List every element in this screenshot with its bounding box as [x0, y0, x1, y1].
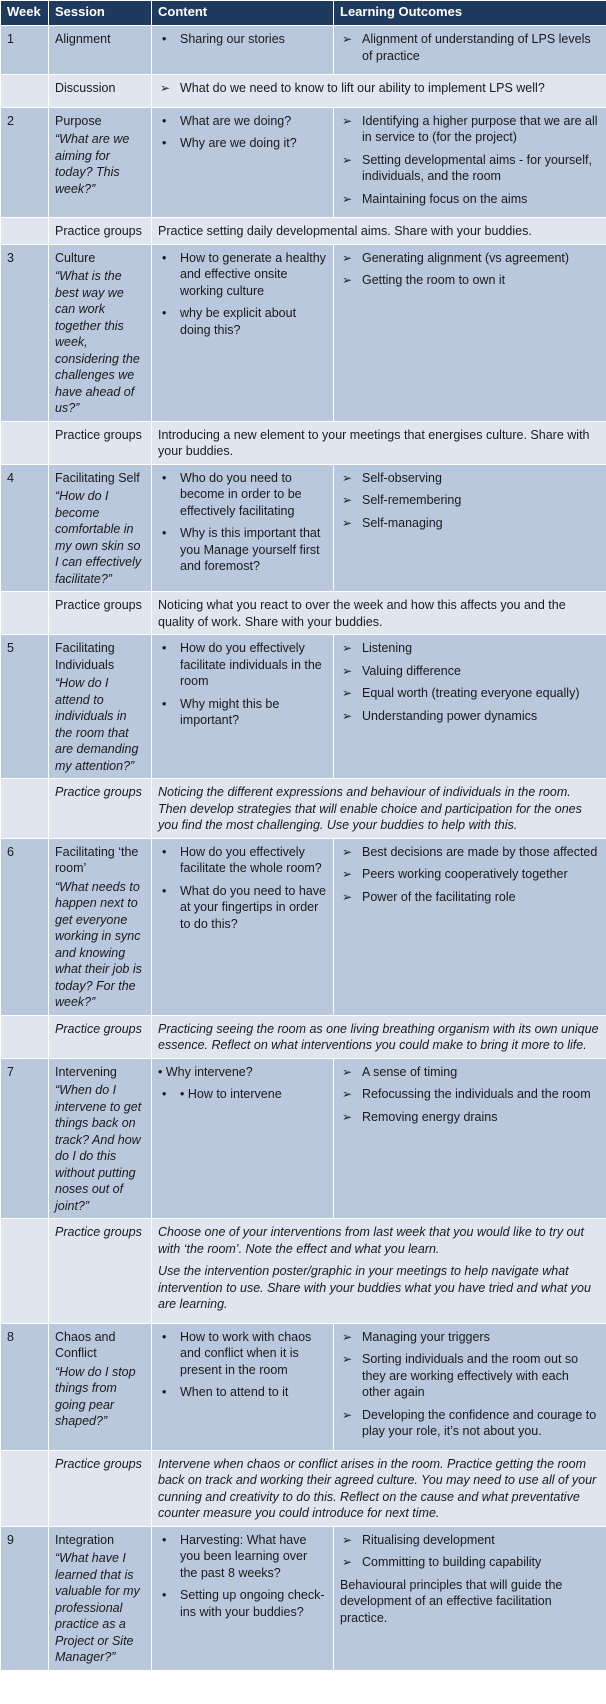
list-item: ➢ Committing to building capability [340, 1554, 600, 1571]
session-question: “What have I learned that is valuable for my professional practice as a Project or Site Manager?” [55, 1551, 140, 1664]
session-cell [49, 838, 152, 1015]
session-cell [49, 635, 152, 779]
list-item: • How do you effectively facilitate individuals in the room [158, 640, 327, 690]
list-item: ➢ Power of the facilitating role [340, 889, 600, 906]
list-item: ➢ Ritualising development [340, 1532, 600, 1549]
practice-text [152, 1219, 606, 1324]
outcomes-cell [334, 1323, 606, 1450]
session-cell [49, 1526, 152, 1670]
list-item: ➢ Understanding power dynamics [340, 708, 600, 725]
discussion-cell [152, 75, 606, 108]
session-title: Practice groups [49, 1450, 152, 1526]
list-item: ➢ Managing your triggers [340, 1329, 600, 1346]
list-item: ➢ Refocussing the individuals and the room [340, 1086, 600, 1103]
list-item: ➢ Getting the room to own it [340, 272, 600, 289]
practice-text: Noticing what you react to over the week and how this affects you and the quality of work. Share with your buddies. [152, 592, 606, 635]
week-number: 1 [1, 26, 49, 75]
session-title: Practice groups [49, 421, 152, 464]
list-item: • Setting up ongoing check-ins with your buddies? [158, 1587, 327, 1620]
content-cell [152, 1058, 334, 1219]
session-cell [49, 1058, 152, 1219]
table-row [1, 218, 606, 245]
table-row [1, 464, 606, 592]
session-question: “How do I become comfortable in my own skin so I can effectively facilitate?” [55, 489, 142, 586]
table-row [1, 75, 606, 108]
list-item: ➢ Maintaining focus on the aims [340, 191, 600, 208]
session-title: Facilitating Individuals [55, 641, 115, 672]
practice-paragraph: Use the intervention poster/graphic in your meetings to help navigate what intervention to use. Share with your buddies what you have tried and what you are learning. [158, 1264, 591, 1311]
table-row [1, 1323, 606, 1450]
session-title: Purpose [55, 113, 102, 128]
list-item: • How to generate a healthy and effective onsite working culture [158, 250, 327, 300]
header-session: Session [49, 1, 152, 26]
table-row [1, 592, 606, 635]
table-row [1, 635, 606, 779]
week-number: 5 [1, 635, 49, 779]
header-content: Content [152, 1, 334, 26]
outcomes-note: Behavioural principles that will guide the development of an effective facilitation practice. [340, 1577, 563, 1625]
header-learning-outcomes: Learning Outcomes [334, 1, 606, 26]
week-number: 2 [1, 107, 49, 218]
list-item: • Why intervene? [158, 1064, 253, 1079]
content-cell [152, 1323, 334, 1450]
header-week: Week [1, 1, 49, 26]
table-row [1, 838, 606, 1015]
practice-text: Introducing a new element to your meetings that energises culture. Share with your buddies. [152, 421, 606, 464]
table-row [1, 107, 606, 218]
session-question: “When do I intervene to get things back on track? And how do I do this without putting noses out of joint?” [55, 1083, 142, 1213]
outcomes-cell [334, 464, 606, 592]
list-item: ➢ Peers working cooperatively together [340, 866, 600, 883]
list-item: ➢ Equal worth (treating everyone equally) [340, 685, 600, 702]
session-cell [49, 1323, 152, 1450]
outcomes-cell [334, 1526, 606, 1670]
table-row [1, 779, 606, 839]
session-question: “What needs to happen next to get everyone working in sync and knowing what their job is today? For the week?” [55, 879, 142, 1009]
week-number: 8 [1, 1323, 49, 1450]
list-item: ➢ Valuing difference [340, 663, 600, 680]
table-row [1, 421, 606, 464]
list-item: • How to work with chaos and conflict when it is present in the room [158, 1329, 327, 1379]
outcomes-cell [334, 838, 606, 1015]
week-number: 7 [1, 1058, 49, 1219]
list-item: • Why might this be important? [158, 696, 327, 729]
session-title: Facilitating Self [55, 470, 140, 485]
session-title: Discussion [49, 75, 152, 108]
list-item: • Why are we doing it? [158, 135, 327, 152]
week-number: 9 [1, 1526, 49, 1670]
content-cell [152, 464, 334, 592]
list-item: ➢ Removing energy drains [340, 1109, 600, 1126]
content-cell [152, 1526, 334, 1670]
list-item: ➢ Sorting individuals and the room out so they are working effectively with each other again [340, 1351, 600, 1401]
header-row [1, 1, 606, 26]
outcomes-cell [334, 107, 606, 218]
list-item: ➢ A sense of timing [340, 1064, 600, 1081]
outcomes-cell [334, 1058, 606, 1219]
list-item: • Who do you need to become in order to be effectively facilitating [158, 470, 327, 520]
session-question: “How do I attend to individuals in the room that are demanding my attention?” [55, 676, 139, 773]
session-title: Facilitating ‘the room’ [55, 844, 139, 875]
session-title: Chaos and Conflict [55, 1329, 116, 1360]
list-item: • Why is this important that you Manage yourself first and foremost? [158, 525, 327, 575]
week-number: 3 [1, 244, 49, 421]
list-item: • How do you effectively facilitate the whole room? [158, 844, 327, 877]
list-item: • why be explicit about doing this? [158, 305, 327, 338]
content-cell [152, 244, 334, 421]
session-cell [49, 244, 152, 421]
session-title: Integration [55, 1532, 115, 1547]
list-item: ➢ Listening [340, 640, 600, 657]
list-item: • Sharing our stories [158, 31, 327, 48]
session-title: Practice groups [49, 592, 152, 635]
practice-text: Practicing seeing the room as one living breathing organism with its own unique essence. Reflect on what interventions you could make to bring it more to life. [152, 1015, 606, 1058]
session-cell [49, 464, 152, 592]
list-item: • What are we doing? [158, 113, 327, 130]
session-title: Practice groups [49, 218, 152, 245]
session-title: Alignment [49, 26, 152, 75]
table-row [1, 26, 606, 75]
content-cell [152, 26, 334, 75]
list-item: ➢ Setting developmental aims - for yourself, individuals, and the room [340, 152, 600, 185]
session-title: Practice groups [49, 1219, 152, 1324]
session-title: Culture [55, 250, 96, 265]
table-row [1, 244, 606, 421]
table-row [1, 1015, 606, 1058]
session-title: Practice groups [49, 1015, 152, 1058]
content-cell [152, 107, 334, 218]
session-question: “What is the best way we can work together this week, considering the challenges we have ahead of us?” [55, 269, 140, 415]
list-item: • • How to intervene [158, 1086, 327, 1103]
list-item: ➢ Best decisions are made by those affected [340, 844, 600, 861]
list-item: ➢ Self-managing [340, 515, 600, 532]
practice-text: Noticing the different expressions and behaviour of individuals in the room. Then develop strategies that will enable choice and participation for the ones you find the most challenging. Use your buddies to help with this. [152, 779, 606, 839]
list-item: ➢ Self-observing [340, 470, 600, 487]
outcomes-cell [334, 635, 606, 779]
outcomes-cell [334, 244, 606, 421]
week-number: 4 [1, 464, 49, 592]
list-item: ➢ Self-remembering [340, 492, 600, 509]
session-cell [49, 107, 152, 218]
practice-text: Intervene when chaos or conflict arises in the room. Practice getting the room back on track and working their agreed culture. You may need to use all of your cunning and creativity to do this. Reflect on the cause and what preventative counter measure you could introduce for next time. [152, 1450, 606, 1526]
practice-paragraph: Choose one of your interventions from last week that you would like to try out with ‘the room’. Note the effect and what you learn. [158, 1225, 584, 1256]
content-cell [152, 635, 334, 779]
outcomes-cell [334, 26, 606, 75]
table-row [1, 1526, 606, 1670]
table-row [1, 1058, 606, 1219]
session-title: Practice groups [49, 779, 152, 839]
list-item: • Harvesting: What have you been learning over the past 8 weeks? [158, 1532, 327, 1582]
session-question: “How do I stop things from going pear shaped?” [55, 1364, 136, 1428]
session-title: Intervening [55, 1064, 117, 1079]
week-number: 6 [1, 838, 49, 1015]
list-item: ➢ Alignment of understanding of LPS levels of practice [340, 31, 600, 64]
session-question: “What are we aiming for today? This week?” [55, 132, 130, 196]
list-item: ➢ Developing the confidence and courage to play your role, it’s not about you. [340, 1407, 600, 1440]
list-item: ➢ Identifying a higher purpose that we are all in service to (for the project) [340, 113, 600, 146]
content-cell [152, 838, 334, 1015]
practice-text: Practice setting daily developmental aims. Share with your buddies. [152, 218, 606, 245]
list-item: • What do you need to have at your fingertips in order to do this? [158, 883, 327, 933]
table-row [1, 1450, 606, 1526]
list-item: • When to attend to it [158, 1384, 327, 1401]
list-item: ➢ Generating alignment (vs agreement) [340, 250, 600, 267]
list-item: ➢ What do we need to know to lift our ability to implement LPS well? [158, 80, 600, 97]
table-row [1, 1219, 606, 1324]
